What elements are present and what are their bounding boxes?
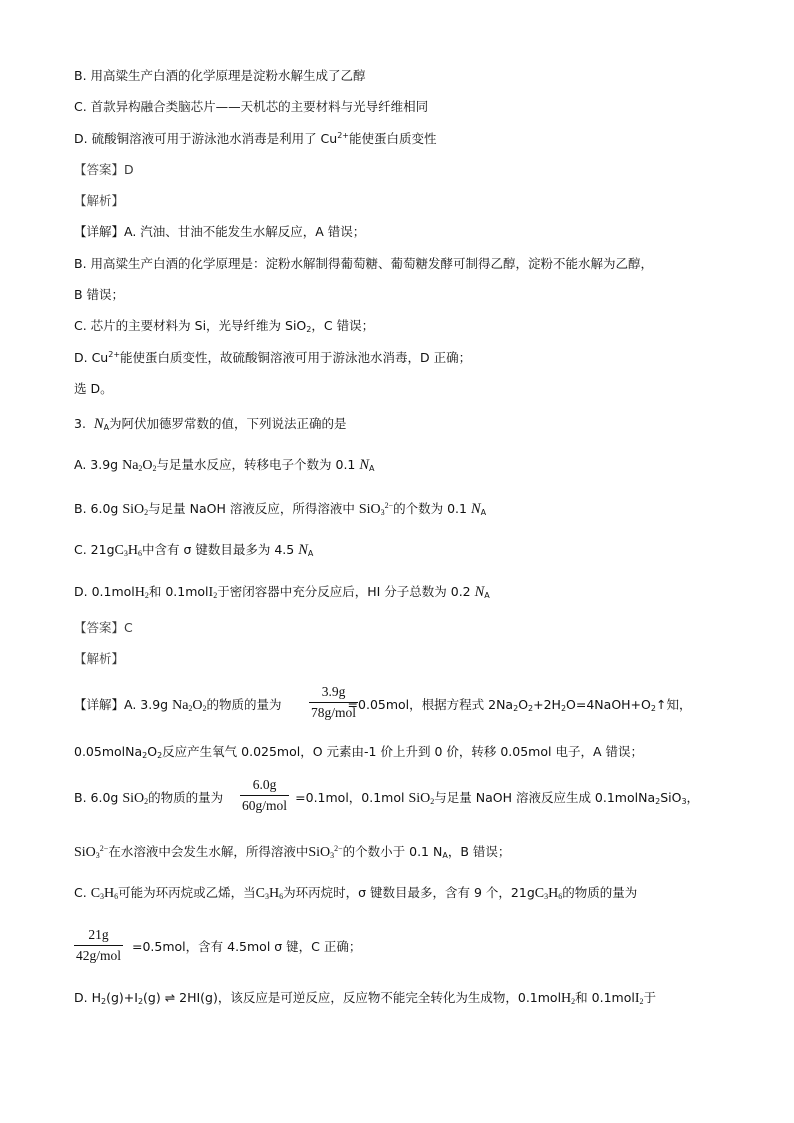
detail-1-b2: B 错误；: [74, 287, 125, 302]
answer-label-3: 【答案】C: [74, 620, 133, 635]
fraction-3b: 6.0g 60g/mol: [242, 777, 288, 813]
question-3-stem: 3. $N_A$为阿伏加德罗常数的值，下列说法正确的是: [74, 416, 347, 432]
answer-label-1: 【答案】D: [74, 162, 134, 177]
detail-3-c: C. $C_3H_6$可能为环丙烷或乙烯，当$C_3H_6$为环丙烷时，σ 键数目最多，含有 9 个，$21gC_3H_6$的物质的量为: [74, 885, 638, 901]
option-d-text: D. 硫酸铜溶液可用于游泳池水消毒是利用了 $Cu^{2+}$能使蛋白质变性: [74, 131, 437, 146]
explanation-label-1: 【解析】: [74, 193, 125, 208]
option-c-text: C. 首款异构融合类脑芯片——天机芯的主要材料与光导纤维相同: [74, 99, 429, 114]
question-3-option-b: B. 6.0g SiO$_2$与足量 NaOH 溶液反应，所得溶液中 SiO$_3^{2-}$的个数为 0.1 $N_A$: [74, 501, 487, 517]
detail-3-b2: SiO$_3^{2-}$在水溶液中会发生水解，所得溶液中SiO$_3^{2-}$的个数小于 0.1 $N_A$，B 错误；: [74, 844, 511, 860]
selection-1: 选 D。: [74, 381, 113, 396]
question-3-option-c: C. $21gC_3H_6$中含有 σ 键数目最多为 4.5 $N_A$: [74, 542, 314, 558]
detail-3-a2: $0.05molNa_2O_2$反应产生氧气 0.025mol，O 元素由-1 价上升到 0 价，转移 0.05mol 电子，A 错误；: [74, 744, 643, 760]
option-b-text: B. 用高粱生产白酒的化学原理是淀粉水解生成了乙醇: [74, 68, 366, 83]
detail-1-d: D. $Cu^{2+}$能使蛋白质变性，故硫酸铜溶液可用于游泳池水消毒，D 正确；: [74, 350, 472, 365]
detail-1-a: 【详解】A. 汽油、甘油不能发生水解反应，A 错误；: [74, 224, 366, 239]
fraction-3a: 3.9g 78g/mol: [311, 684, 357, 720]
detail-1-c: C. 芯片的主要材料为 Si，光导纤维为 SiO$_2$，C 错误；: [74, 318, 375, 334]
question-3-option-d: D. 0.1molH$_2$和 0.1molI$_2$于密闭容器中充分反应后，HI 分子总数为 0.2 $N_A$: [74, 584, 490, 600]
detail-3-a: 【详解】A. 3.9g $Na_2O_2$的物质的量为 =0.05mol，根据方程式 $2Na_2O_2+2H_2O=4NaOH+O_2↑$知，: [74, 697, 692, 713]
detail-3-b: B. 6.0g SiO$_2$的物质的量为 =0.1mol，0.1mol SiO$_2$与足量 NaOH 溶液反应生成 0.1molNa$_2$SiO$_3$，: [74, 790, 700, 806]
explanation-label-3: 【解析】: [74, 651, 125, 666]
fraction-3c: 21g 42g/mol: [76, 927, 122, 963]
detail-3-d: D. $H_2(g)+I_2(g)$ ⇌ 2HI(g)，该反应是可逆反应，反应物不能完全转化为生成物，0.1molH$_2$和 0.1molI$_2$于: [74, 990, 657, 1006]
question-3-option-a: A. 3.9g $Na_2O_2$与足量水反应，转移电子个数为 0.1 $N_A$: [74, 457, 375, 473]
detail-1-b: B. 用高粱生产白酒的化学原理是：淀粉水解制得葡萄糖、葡萄糖发酵可制得乙醇，淀粉不能水解为乙醇，: [74, 256, 654, 271]
detail-3-c2: =0.5mol，含有 4.5mol σ 键，C 正确；: [132, 939, 362, 954]
